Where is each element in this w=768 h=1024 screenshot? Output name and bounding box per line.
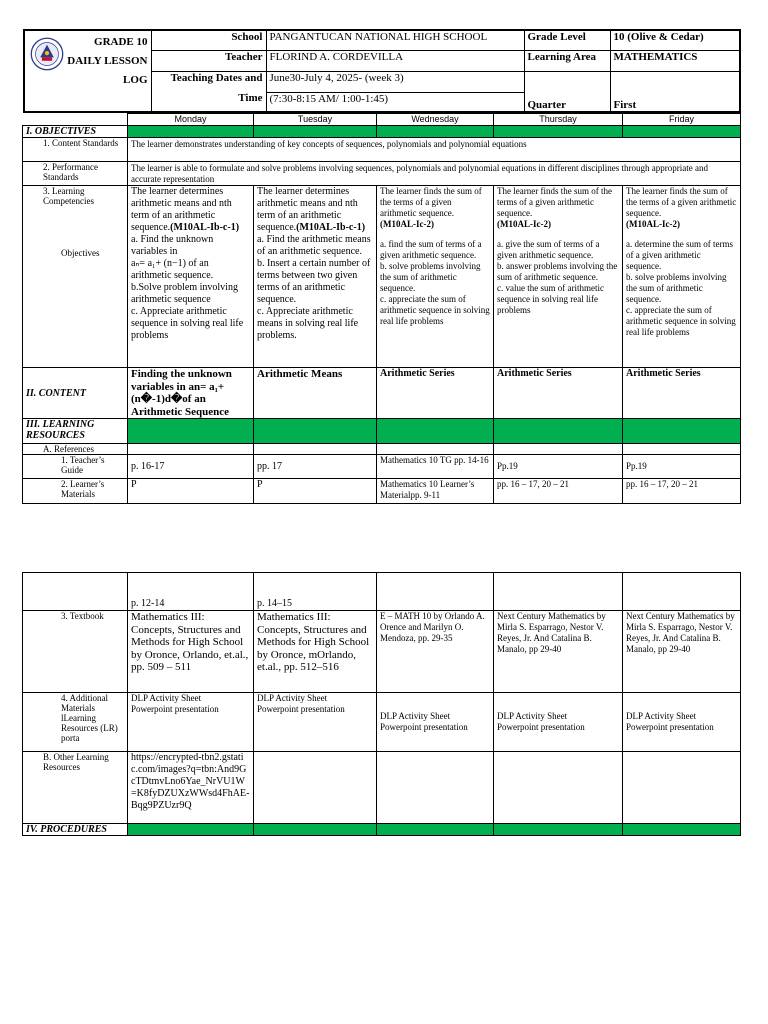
- dates-label-2: Time: [151, 92, 266, 112]
- other-resources-label: B. Other Learning Resources: [23, 752, 128, 824]
- dll-table-page-2: [22, 572, 741, 836]
- content-standards-label: 1. Content Standards: [23, 138, 128, 162]
- activity-sheet-text: DLP Activity Sheet: [131, 693, 202, 703]
- powerpoint-text: Powerpoint presentation: [257, 704, 345, 714]
- deped-seal-icon: [30, 37, 64, 71]
- section-fill: [254, 824, 377, 836]
- objectives-label: Objectives: [61, 248, 100, 258]
- objective-lead: The learner determines arithmetic means and nth term of an arithmetic sequence.: [257, 186, 358, 233]
- objectives-wednesday: [377, 186, 494, 368]
- additional-materials-friday: [623, 693, 741, 752]
- objective-lead: The learner determines arithmetic means and nth term of an arithmetic sequence.: [131, 186, 232, 233]
- learners-materials-friday: pp. 16 – 17, 20 – 21: [623, 479, 741, 504]
- learners-materials-cont-monday: p. 12-14: [128, 573, 254, 611]
- powerpoint-text: Powerpoint presentation: [626, 722, 714, 732]
- objective-a: a. Find the unknown variables in: [131, 234, 214, 257]
- teachers-guide-monday: p. 16-17: [128, 455, 254, 479]
- section-fill: [254, 126, 377, 138]
- other-resources-monday[interactable]: https://encrypted-tbn2.gstatic.com/images?q=tbn:And9GcTDtmvLno6Yae_NrVU1W=K8fyDZUXzWWsd4FhAE-Bqg9PZUzr9Q: [128, 752, 254, 824]
- objective-b: b. solve problems involving the sum of arithmetic sequence.: [380, 261, 481, 293]
- content-friday: Arithmetic Series: [623, 368, 741, 419]
- objective-a: a. find the sum of terms of a given arithmetic sequence.: [380, 239, 482, 260]
- textbook-thursday: Next Century Mathematics by Mirla S. Esparrago, Nestor V. Reyes, Jr. And Catalina B. Manalo, pp 29-40: [494, 611, 623, 693]
- objective-lead: The learner finds the sum of the terms of a given arithmetic sequence.: [626, 186, 737, 218]
- objective-b: b.Solve problem involving arithmetic sequence: [131, 282, 238, 305]
- objective-b: b. Insert a certain number of terms between two given terms of an arithmetic sequence.: [257, 258, 371, 305]
- objective-a: a. determine the sum of terms of a given arithmetic sequence.: [626, 239, 733, 271]
- learners-materials-monday: P: [128, 479, 254, 504]
- section-fill: [494, 824, 623, 836]
- activity-sheet-text: DLP Activity Sheet: [497, 711, 568, 721]
- additional-materials-label: 4. Additional Materials lLearning Resources (LR) porta: [23, 693, 128, 752]
- school-value: PANGANTUCAN NATIONAL HIGH SCHOOL: [266, 30, 524, 50]
- competency-code: (M10AL-Ic-2): [497, 219, 551, 229]
- section-fill: [377, 126, 494, 138]
- textbook-monday: Mathematics III: Concepts, Structures and Methods for High School by Oronce, Orlando, et.al., pp. 509 – 511: [128, 611, 254, 693]
- title-block: [24, 30, 151, 112]
- section-learning-resources: III. LEARNING RESOURCES: [23, 419, 128, 444]
- dates-value-1: June30-July 4, 2025- (week 3): [266, 71, 524, 92]
- powerpoint-text: Powerpoint presentation: [380, 722, 468, 732]
- competencies-label: 3. Learning Competencies: [43, 186, 94, 206]
- section-fill: [128, 126, 254, 138]
- objective-a: a. Find the arithmetic means of an arithmetic sequence.: [257, 234, 371, 257]
- section-fill: [623, 824, 741, 836]
- section-fill: [623, 419, 741, 444]
- activity-sheet-text: DLP Activity Sheet: [626, 711, 697, 721]
- objectives-monday: [128, 186, 254, 368]
- powerpoint-text: Powerpoint presentation: [131, 704, 219, 714]
- competencies-label-cell: [23, 186, 128, 368]
- dll-table-page-1: [22, 113, 741, 504]
- section-content: II. CONTENT: [23, 368, 128, 419]
- learners-materials-cont-tuesday: p. 14–15: [254, 573, 377, 611]
- section-fill: [254, 419, 377, 444]
- objective-c: c. appreciate the sum of arithmetic sequence in solving real life problems: [626, 305, 736, 337]
- section-fill: [494, 126, 623, 138]
- section-fill: [377, 824, 494, 836]
- grade-label: GRADE 10: [94, 36, 148, 48]
- textbook-tuesday: Mathematics III: Concepts, Structures and Methods for High School by Oronce, mOrlando, et.al., pp. 512–516: [254, 611, 377, 693]
- day-header: Friday: [623, 114, 741, 126]
- corner-cell: [23, 114, 128, 126]
- objective-lead: The learner finds the sum of the terms of a given arithmetic sequence.: [380, 186, 482, 218]
- objectives-friday: [623, 186, 741, 368]
- dll-label-line1: DAILY LESSON: [67, 55, 148, 67]
- quarter-value: First: [610, 71, 740, 112]
- learners-materials-label: 2. Learner’s Materials: [23, 479, 128, 504]
- learning-area-value: MATHEMATICS: [610, 50, 740, 71]
- teachers-guide-thursday: Pp.19: [494, 455, 623, 479]
- competency-code: (M10AL-Ic-2): [380, 219, 434, 229]
- school-label: School: [151, 30, 266, 50]
- objective-c: c. appreciate the sum of arithmetic sequence in solving real life problems: [380, 294, 490, 326]
- teachers-guide-tuesday: pp. 17: [254, 455, 377, 479]
- activity-sheet-text: DLP Activity Sheet: [380, 711, 451, 721]
- performance-standards: The learner is able to formulate and solve problems involving sequences, polynomials and polynomial equations in different disciplines through appropriate and accurate representation: [128, 162, 741, 186]
- section-fill: [128, 419, 254, 444]
- teacher-label: Teacher: [151, 50, 266, 71]
- learners-materials-tuesday: P: [254, 479, 377, 504]
- competency-code: (M10AL-Ic-2): [626, 219, 680, 229]
- objective-c: c. value the sum of arithmetic sequence in solving real life problems: [497, 283, 604, 315]
- content-wednesday: Arithmetic Series: [377, 368, 494, 419]
- dates-value-2: (7:30-8:15 AM/ 1:00-1:45): [266, 92, 524, 112]
- objectives-thursday: [494, 186, 623, 368]
- competency-code: (M10AL-Ib-c-1): [296, 222, 366, 233]
- objective-b: b. solve problems involving the sum of arithmetic sequence.: [626, 272, 727, 304]
- content-thursday: Arithmetic Series: [494, 368, 623, 419]
- content-standards: The learner demonstrates understanding of key concepts of sequences, polynomials and polynomial equations: [128, 138, 741, 162]
- section-fill: [494, 419, 623, 444]
- learners-materials-thursday: pp. 16 – 17, 20 – 21: [494, 479, 623, 504]
- objective-a: a. give the sum of terms of a given arithmetic sequence.: [497, 239, 600, 260]
- objectives-tuesday: [254, 186, 377, 368]
- additional-materials-thursday: [494, 693, 623, 752]
- activity-sheet-text: DLP Activity Sheet: [257, 693, 328, 703]
- content-tuesday: Arithmetic Means: [254, 368, 377, 419]
- references-label: A. References: [23, 444, 128, 455]
- objective-c: c. Appreciate arithmetic means in solving real life problems.: [257, 306, 359, 341]
- teachers-guide-wednesday: Mathematics 10 TG pp. 14-16: [377, 455, 494, 479]
- learning-area-label: Learning Area: [524, 50, 610, 71]
- textbook-wednesday: E – MATH 10 by Orlando A. Orence and Marilyn O. Mendoza, pp. 29-35: [377, 611, 494, 693]
- additional-materials-tuesday: [254, 693, 377, 752]
- additional-materials-monday: [128, 693, 254, 752]
- objective-formula: aₙ= a₁+ (n−1) of an arithmetic sequence.: [131, 258, 214, 281]
- dates-label-1: Teaching Dates and: [151, 71, 266, 92]
- day-header: Wednesday: [377, 114, 494, 126]
- objective-b: b. answer problems involving the sum of arithmetic sequence.: [497, 261, 618, 282]
- additional-materials-wednesday: [377, 693, 494, 752]
- grade-level-label: Grade Level: [524, 30, 610, 50]
- teachers-guide-label: 1. Teacher’s Guide: [23, 455, 128, 479]
- section-objectives: I. OBJECTIVES: [23, 126, 128, 138]
- grade-level-value: 10 (Olive & Cedar): [610, 30, 740, 50]
- textbook-label: 3. Textbook: [23, 611, 128, 693]
- section-fill: [128, 824, 254, 836]
- performance-standards-label: 2. Performance Standards: [23, 162, 128, 186]
- teachers-guide-friday: Pp.19: [623, 455, 741, 479]
- learners-materials-wednesday: Mathematics 10 Learner’s Materialpp. 9-11: [377, 479, 494, 504]
- competency-code: (M10AL-Ib-c-1): [170, 222, 240, 233]
- textbook-friday: Next Century Mathematics by Mirla S. Esparrago, Nestor V. Reyes, Jr. And Catalina B. Manalo, pp 29-40: [623, 611, 741, 693]
- section-procedures: IV. PROCEDURES: [23, 824, 128, 836]
- content-monday: Finding the unknown variables in an= a₁+ (n�-1)d�of an Arithmetic Sequence: [128, 368, 254, 419]
- powerpoint-text: Powerpoint presentation: [497, 722, 585, 732]
- day-header: Tuesday: [254, 114, 377, 126]
- day-header: Thursday: [494, 114, 623, 126]
- section-fill: [623, 126, 741, 138]
- section-fill: [377, 419, 494, 444]
- dll-label-line2: LOG: [123, 74, 148, 86]
- quarter-label: Quarter: [524, 71, 610, 112]
- objective-c: c. Appreciate arithmetic sequence in solving real life problems: [131, 306, 244, 341]
- objective-lead: The learner finds the sum of the terms of a given arithmetic sequence.: [497, 186, 612, 218]
- teacher-value: FLORIND A. CORDEVILLA: [266, 50, 524, 71]
- day-header: Monday: [128, 114, 254, 126]
- dll-header: [23, 29, 741, 113]
